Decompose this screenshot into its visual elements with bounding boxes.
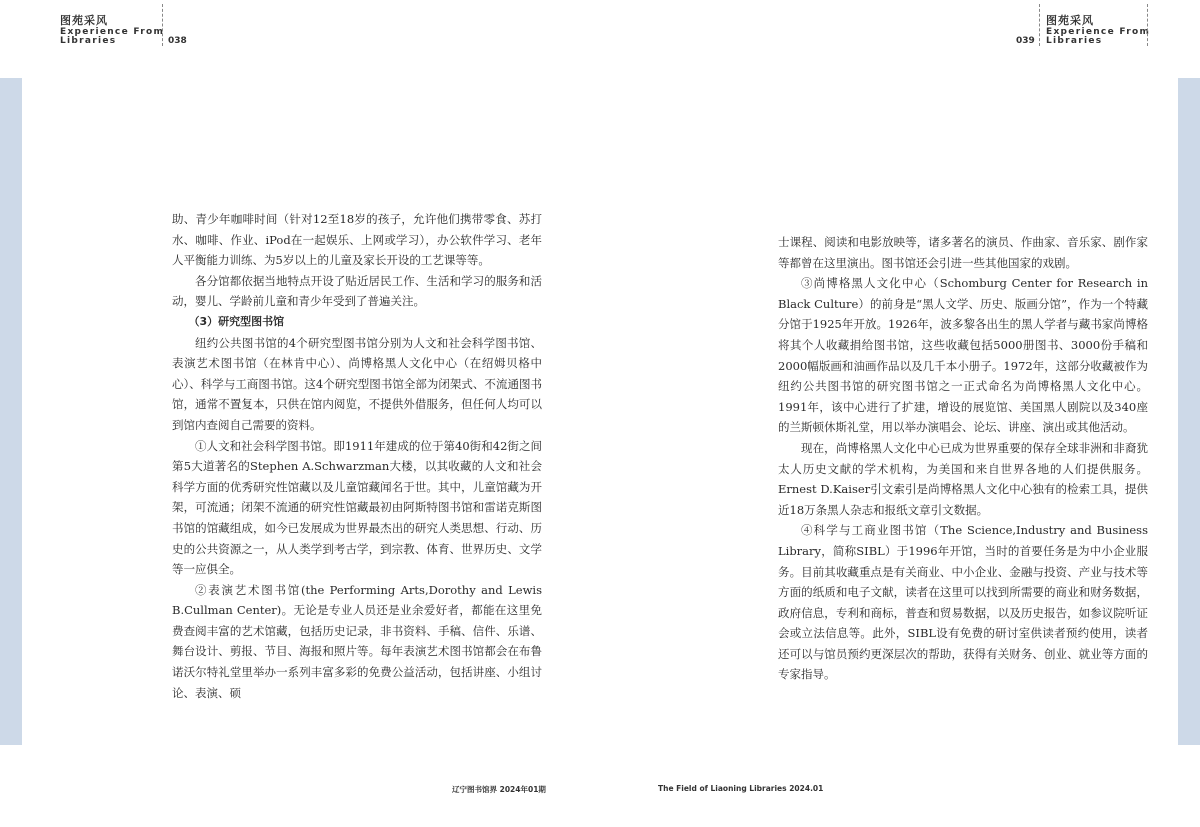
left-side-bar (0, 78, 22, 745)
header-divider (1039, 4, 1040, 46)
header-section-subtitle-2: Libraries (1046, 36, 1103, 46)
header-divider (1147, 4, 1148, 46)
paragraph: 各分馆都依据当地特点开设了贴近居民工作、生活和学习的服务和活动，婴儿、学龄前儿童和青少年受到了普遍关注。 (172, 273, 542, 309)
paragraph: ③尚博格黑人文化中心（Schomburg Center for Research in Black Culture）的前身是“黑人文学、历史、版画分馆”，作为一个特藏分馆于1925年开放。1926年，波多黎各出生的黑人学者与藏书家尚博格将其个人收藏捐给图书馆，这些收藏包括5000册图书、3000份手稿和2000幅版画和油画作品以及几千本小册子。1972年，这部分收藏被作为纽约公共图书馆的研究图书馆之一正式命名为尚博格黑人文化中心。1991年，该中心进行了扩建，增设的展览馆、美国黑人剧院以及340座的兰斯顿休斯礼堂，用以举办演唱会、论坛、讲座、演出或其他活动。 (778, 276, 1148, 435)
header-section-subtitle-1: Experience From (1046, 27, 1151, 37)
left-page-number: 038 (168, 36, 187, 46)
paragraph: ②表演艺术图书馆(the Performing Arts,Dorothy and Lewis B.Cullman Center)。无论是专业人员还是业余爱好者，都能在这里免费查阅丰富的艺术馆藏，包括历史记录，非书资料、手稿、信件、乐谱、舞台设计、剪报、节目、海报和照片等。每年表演艺术图书馆都会在布鲁诺沃尔特礼堂里举办一系列丰富多彩的免费公益活动，包括讲座、小组讨论、表演、硕 (172, 582, 542, 700)
paragraph: ④科学与工商业图书馆（The Science,Industry and Business Library，简称SIBL）于1996年开馆，当时的首要任务是为中小企业服务。目前其收藏重点是有关商业、中小企业、金融与投资、产业与技术等方面的纸质和电子文献，读者在这里可以找到所需要的商业和财务数据，政府信息，专利和商标，普查和贸易数据，以及历史报告，如参议院听证会或立法信息等。此外，SIBL设有免费的研讨室供读者预约使用，读者还可以与馆员预约更深层次的帮助，获得有关财务、创业、就业等方面的专家指导。 (778, 523, 1148, 682)
header-section-title: 图苑采风 (60, 14, 108, 27)
paragraph: 纽约公共图书馆的4个研究型图书馆分别为人文和社会科学图书馆、表演艺术图书馆（在林肯中心）、尚博格黑人文化中心（在绍姆贝格中心）、科学与工商图书馆。这4个研究型图书馆全部为闭架式、不流通图书馆，通常不置复本，只供在馆内阅览，不提供外借服务，但任何人均可以到馆内查阅自己需要的资料。 (172, 335, 542, 432)
right-page-number: 039 (1016, 36, 1035, 46)
paragraph: 现在，尚博格黑人文化中心已成为世界重要的保存全球非洲和非裔犹太人历史文献的学术机构，为美国和来自世界各地的人们提供服务。Ernest D.Kaiser引文索引是尚博格黑人文化中心独有的检索工具，提供近18万条黑人杂志和报纸文章引文数据。 (778, 440, 1148, 517)
paragraph: 士课程、阅读和电影放映等，诸多著名的演员、作曲家、音乐家、剧作家等都曾在这里演出。图书馆还会引进一些其他国家的戏剧。 (778, 235, 1148, 270)
right-side-bar (1178, 78, 1200, 745)
right-footer: The Field of Liaoning Libraries 2024.01 (658, 784, 824, 793)
subheading: （3）研究型图书馆 (188, 314, 285, 328)
right-page-header (1046, 12, 1150, 46)
paragraph: ①人文和社会科学图书馆。即1911年建成的位于第40街和42街之间第5大道著名的Stephen A.Schwarzman大楼，以其收藏的人文和社会科学方面的优秀研究性馆藏以及儿童馆藏闻名于世。其中，儿童馆藏为开架，可流通；闭架不流通的研究性馆藏最初由阿斯特图书馆和雷诺克斯图书馆的馆藏组成，如今已发展成为世界最杰出的研究人类思想、行动、历史的公共资源之一，从人类学到考古学，到宗教、体育、世界历史、文学等一应俱全。 (172, 438, 542, 577)
left-text-column (172, 209, 542, 703)
header-section-title: 图苑采风 (1046, 14, 1094, 27)
header-section-subtitle-1: Experience From (60, 27, 165, 37)
left-footer: 辽宁图书馆界 2024年01期 (452, 785, 546, 794)
left-page-header (60, 12, 164, 46)
paragraph: 助、青少年咖啡时间（针对12至18岁的孩子，允许他们携带零食、苏打水、咖啡、作业、iPod在一起娱乐、上网或学习），办公软件学习、老年人平衡能力训练、为5岁以上的儿童及家长开设的工艺课等等。 (172, 212, 542, 268)
header-divider (162, 4, 163, 46)
header-section-subtitle-2: Libraries (60, 36, 117, 46)
right-text-column (778, 232, 1148, 685)
